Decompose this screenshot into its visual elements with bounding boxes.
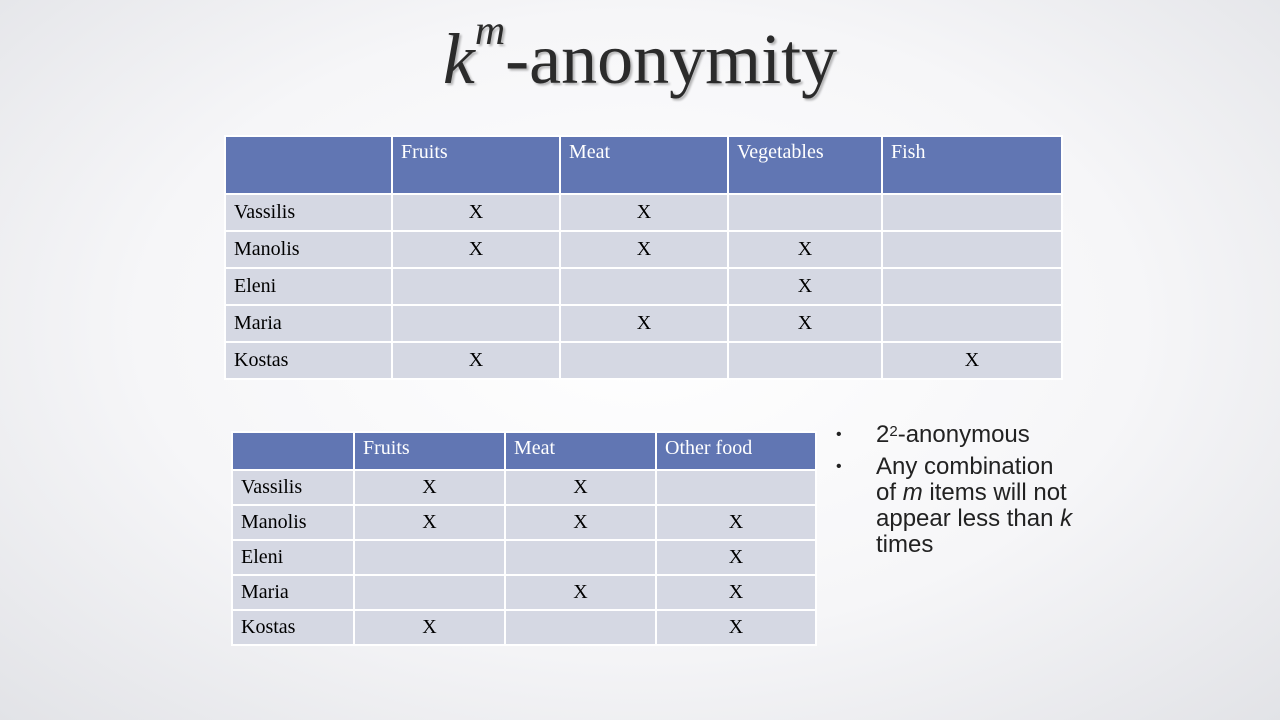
title-rest: -anonymity xyxy=(505,19,838,99)
cell-meat xyxy=(505,540,656,575)
row-name: Vassilis xyxy=(225,194,392,231)
row-name: Eleni xyxy=(232,540,354,575)
food-table-original xyxy=(224,135,1063,380)
cell-fruits: X xyxy=(392,194,560,231)
row-name: Kostas xyxy=(225,342,392,379)
bullet-item xyxy=(830,422,1080,448)
cell-meat: X xyxy=(505,505,656,540)
cell-fruits: X xyxy=(354,610,505,645)
cell-meat xyxy=(560,342,728,379)
title-m: m xyxy=(474,8,506,54)
bullet-1-rest: -anonymous xyxy=(897,421,1030,448)
cell-fish: X xyxy=(882,342,1062,379)
row-name: Maria xyxy=(225,305,392,342)
cell-other-food: X xyxy=(656,540,816,575)
header-cell-empty xyxy=(232,432,354,470)
cell-meat: X xyxy=(505,470,656,505)
row-name: Vassilis xyxy=(232,470,354,505)
table-row xyxy=(225,268,1062,305)
header-cell-empty xyxy=(225,136,392,194)
title-k: k xyxy=(442,19,475,99)
cell-fruits xyxy=(392,305,560,342)
cell-fish xyxy=(882,268,1062,305)
header-other-food: Other food xyxy=(656,432,816,470)
table-row xyxy=(232,505,816,540)
table-row xyxy=(225,342,1062,379)
cell-fruits: X xyxy=(354,470,505,505)
bullet-item xyxy=(830,454,1080,558)
bullet-2-part1: Any combination of xyxy=(876,453,1054,506)
bullet-marker: • xyxy=(836,426,842,443)
cell-meat: X xyxy=(505,575,656,610)
table-row xyxy=(232,610,816,645)
cell-meat: X xyxy=(560,305,728,342)
row-name: Maria xyxy=(232,575,354,610)
cell-fruits: X xyxy=(392,231,560,268)
cell-vegetables: X xyxy=(728,231,882,268)
cell-vegetables: X xyxy=(728,305,882,342)
bullet-list xyxy=(830,422,1080,564)
table-row xyxy=(225,231,1062,268)
cell-other-food: X xyxy=(656,505,816,540)
cell-meat: X xyxy=(560,231,728,268)
table-row xyxy=(225,305,1062,342)
cell-meat xyxy=(560,268,728,305)
cell-fruits xyxy=(354,540,505,575)
cell-other-food: X xyxy=(656,610,816,645)
cell-fish xyxy=(882,231,1062,268)
bullet-2-part2: items will not appear less than xyxy=(876,479,1067,532)
table-header-row xyxy=(225,136,1062,194)
table-row xyxy=(232,470,816,505)
table-header-row xyxy=(232,432,816,470)
bullet-2-m: m xyxy=(902,479,923,506)
slide-title xyxy=(0,8,1280,102)
cell-vegetables xyxy=(728,194,882,231)
cell-meat: X xyxy=(560,194,728,231)
header-vegetables: Vegetables xyxy=(728,136,882,194)
food-table-generalized xyxy=(231,431,817,646)
header-meat: Meat xyxy=(505,432,656,470)
table-row xyxy=(232,575,816,610)
header-meat: Meat xyxy=(560,136,728,194)
bullet-2-part3: times xyxy=(876,531,934,558)
cell-fruits xyxy=(392,268,560,305)
bullet-1-sup: 2 xyxy=(889,423,898,440)
header-fruits: Fruits xyxy=(354,432,505,470)
cell-fish xyxy=(882,194,1062,231)
table-row xyxy=(232,540,816,575)
cell-other-food: X xyxy=(656,575,816,610)
cell-fruits: X xyxy=(354,505,505,540)
cell-fruits xyxy=(354,575,505,610)
cell-other-food xyxy=(656,470,816,505)
bullet-2-k: k xyxy=(1060,505,1073,532)
cell-vegetables xyxy=(728,342,882,379)
cell-vegetables: X xyxy=(728,268,882,305)
row-name: Manolis xyxy=(232,505,354,540)
cell-fruits: X xyxy=(392,342,560,379)
table-row xyxy=(225,194,1062,231)
cell-fish xyxy=(882,305,1062,342)
row-name: Eleni xyxy=(225,268,392,305)
row-name: Kostas xyxy=(232,610,354,645)
bullet-1-base: 2 xyxy=(876,421,890,448)
bullet-marker: • xyxy=(836,458,842,475)
cell-meat xyxy=(505,610,656,645)
row-name: Manolis xyxy=(225,231,392,268)
header-fish: Fish xyxy=(882,136,1062,194)
header-fruits: Fruits xyxy=(392,136,560,194)
